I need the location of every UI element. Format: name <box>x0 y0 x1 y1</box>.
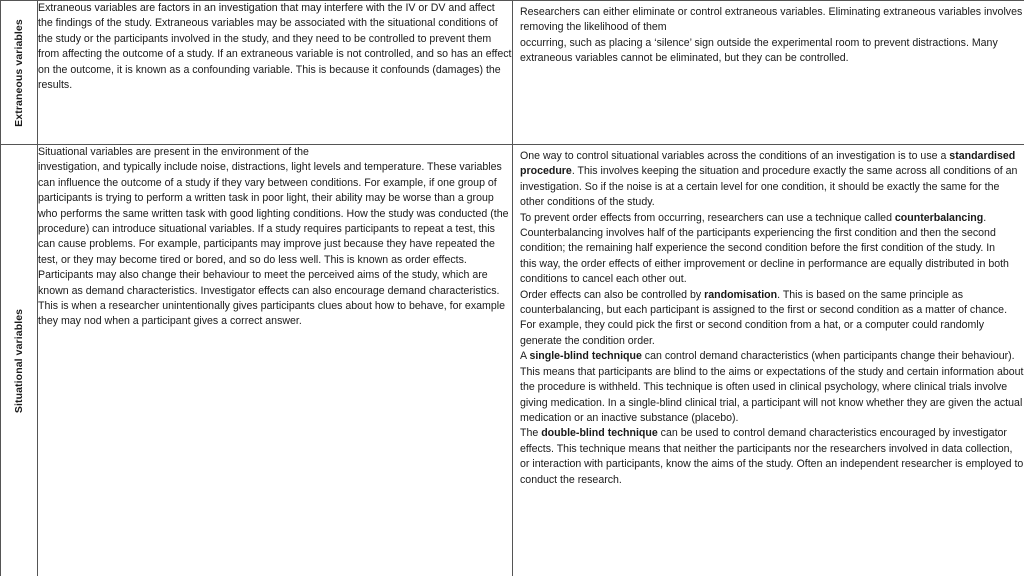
term-standardised-procedure: standardised procedure <box>520 150 1016 178</box>
extraneous-control-line-1: Researchers can either eliminate or control extraneous variables. Eliminating extraneous variables involves removing the likelihood of them <box>520 6 1023 34</box>
definition-cell <box>38 1 513 145</box>
row-label-cell <box>1 145 38 576</box>
term-double-blind: double-blind technique <box>541 427 658 440</box>
text-span: can control demand characteristics (when participants change their behaviour). This means that participants are blind to the aims or expectations of the study and certain information about the procedure is withheld. This technique is often used in clinical psychology, where clinical trials involve giving medication. In a single-blind clinical trial, a participant will not know whether they are given the actual medication or an inactive substance (placebo). <box>520 350 1024 424</box>
row-label-cell <box>1 1 38 145</box>
counterbalancing-paragraph <box>520 211 1024 257</box>
double-blind-paragraph <box>520 426 1024 488</box>
table-row-extraneous <box>1 1 1024 145</box>
row-label-extraneous: Extraneous variables <box>13 18 25 127</box>
row-label-situational: Situational variables <box>13 308 25 413</box>
text-span: Order effects can also be controlled by <box>520 288 705 301</box>
text-span: One way to control situational variables across the conditions of an investigation is to use a <box>520 150 950 162</box>
text-span: can be used to control demand characteristics encouraged by investigator effects. This technique means that neither the participants nor the researchers involved in data collection, or interaction with participants, know the aims of the study. Often an independent researcher is employed to conduct the research. <box>520 427 1024 486</box>
term-single-blind: single-blind technique <box>529 350 642 363</box>
standardised-procedure-paragraph <box>520 149 1024 211</box>
text-span: To prevent order effects from occurring, researchers can use a technique called <box>520 211 895 224</box>
term-randomisation: randomisation <box>704 288 778 301</box>
single-blind-paragraph <box>520 349 1024 426</box>
order-effects-paragraph: this way, the order effects of either improvement or decline in performance are equally distributed in both conditions to cancel each other out. <box>520 257 1009 286</box>
extraneous-control-line-2: occurring, such as placing a ‘silence’ sign outside the experimental room to prevent distractions. Many extraneous variables cannot be eliminated, but they can be controlled. <box>520 36 998 65</box>
situational-definition-text: investigation, and typically include noise, distractions, light levels and temperature. These variables can influence the outcome of a study if they vary between conditions. For example, if one group of participants is trying to perform a written task in poor light, their ability may be worse than a group who performs the same written task with good lighting conditions. How the study was conducted (the procedure) can introduce situational variables. If a study requires participants to repeat a test, this can cause problems. For example, participants may improve just because they have repeated the test, or they may become tired or bored, and so do less well. This is known as order effects. Participants may also change their behaviour to meet the perceived aims of the study, which are known as demand characteristics. Investigator effects can also encourage demand characteristics. This is when a researcher unintentionally gives participants clues about how to behave, for example they may nod when a participant gives a correct answer. <box>38 161 509 328</box>
table-row-situational <box>1 145 1024 576</box>
term-counterbalancing: counterbalancing <box>894 211 984 224</box>
control-cell <box>513 145 1024 576</box>
definition-cell <box>38 145 513 576</box>
text-span: . This is based on the same principle as counterbalancing, but each participant is assigned to the first or second condition as a matter of chance. For example, they could pick the first or second condition from a hat, or a computer could randomly generate the condition order. <box>520 288 1008 347</box>
randomisation-paragraph <box>520 288 1024 350</box>
extraneous-definition-text: Extraneous variables are factors in an investigation that may interfere with the IV or DV and affect the findings of the study. Extraneous variables may be associated with the situational conditions of the study or the participants involved in the study, and they need to be controlled to prevent them from affecting the outcome of a study. If an extraneous variable is not controlled, and so has an effect on the outcome, it is known as a confounding variable. This is because it confounds (damages) the results. <box>38 2 512 92</box>
text-span: . This involves keeping the situation and procedure exactly the same across all conditions of an investigation. So if the noise is at a certain level for one condition, it should be exactly the same for the other conditions of the study. <box>520 165 1018 209</box>
control-cell <box>513 1 1024 145</box>
text-span: A <box>520 350 530 363</box>
situational-definition-line-1: Situational variables are present in the environment of the <box>38 146 309 158</box>
text-span: The <box>520 427 542 440</box>
text-span: . Counterbalancing involves half of the participants experiencing the first condition and then the second condition; the remaining half experience the second condition before the first condition of the study. In <box>520 211 996 255</box>
